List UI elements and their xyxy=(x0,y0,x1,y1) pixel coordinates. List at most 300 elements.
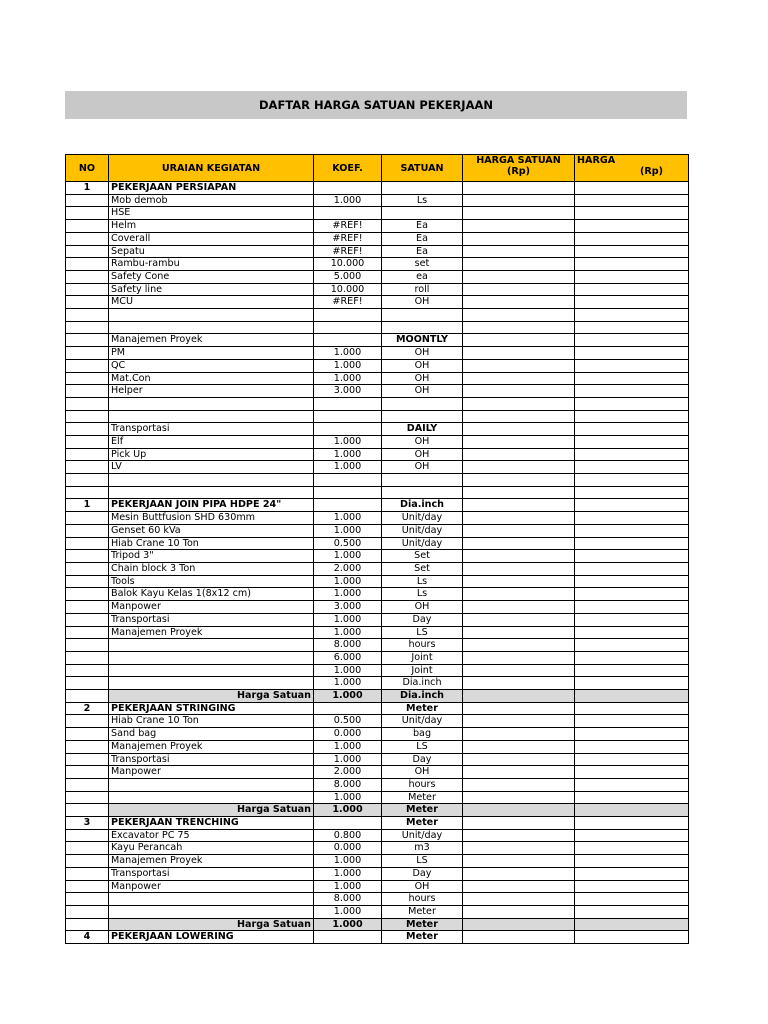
table-row-blank xyxy=(66,321,689,334)
table-row-section xyxy=(66,702,689,715)
cell-no xyxy=(66,791,109,804)
cell-satuan: LS xyxy=(382,740,463,753)
cell-desc: Sepatu xyxy=(109,245,314,258)
cell-koef: 1.000 xyxy=(314,753,382,766)
price-table xyxy=(65,154,689,944)
table-row xyxy=(66,207,689,220)
cell-harga xyxy=(575,905,689,918)
cell-satuan: Day xyxy=(382,753,463,766)
cell-no xyxy=(66,905,109,918)
cell-harga-satuan xyxy=(463,461,575,474)
cell-harga-satuan xyxy=(463,855,575,868)
cell-desc: Manajemen Proyek xyxy=(109,626,314,639)
cell-desc: Elf xyxy=(109,436,314,449)
table-row-blank xyxy=(66,474,689,487)
cell-satuan: Unit/day xyxy=(382,537,463,550)
cell-desc: Helm xyxy=(109,220,314,233)
cell-koef xyxy=(314,931,382,944)
cell-satuan: LS xyxy=(382,626,463,639)
cell-satuan: OH xyxy=(382,347,463,360)
cell-no xyxy=(66,563,109,576)
cell-no xyxy=(66,778,109,791)
cell-koef: 1.000 xyxy=(314,436,382,449)
cell-desc: Tools xyxy=(109,575,314,588)
cell-satuan: Meter xyxy=(382,804,463,817)
cell-koef xyxy=(314,702,382,715)
table-row-section xyxy=(66,499,689,512)
cell-no xyxy=(66,283,109,296)
cell-satuan: Unit/day xyxy=(382,715,463,728)
cell-koef: 1.000 xyxy=(314,804,382,817)
table-row-harga-satuan xyxy=(66,918,689,931)
table-row xyxy=(66,855,689,868)
cell-koef xyxy=(314,321,382,334)
table-row xyxy=(66,651,689,664)
table-row xyxy=(66,283,689,296)
cell-desc: Chain block 3 Ton xyxy=(109,563,314,576)
cell-koef: 10.000 xyxy=(314,258,382,271)
cell-desc: HSE xyxy=(109,207,314,220)
cell-harga-satuan xyxy=(463,766,575,779)
table-row xyxy=(66,258,689,271)
cell-harga-satuan xyxy=(463,905,575,918)
cell-harga xyxy=(575,270,689,283)
table-row xyxy=(66,740,689,753)
table-row xyxy=(66,524,689,537)
cell-harga-satuan xyxy=(463,550,575,563)
cell-no xyxy=(66,537,109,550)
cell-satuan: Meter xyxy=(382,702,463,715)
table-row xyxy=(66,664,689,677)
cell-no xyxy=(66,651,109,664)
cell-no xyxy=(66,296,109,309)
cell-satuan: Ea xyxy=(382,245,463,258)
cell-no xyxy=(66,423,109,436)
header-harga-satuan xyxy=(463,155,575,182)
table-row-harga-satuan xyxy=(66,690,689,703)
cell-desc xyxy=(109,664,314,677)
cell-koef: 0.800 xyxy=(314,829,382,842)
cell-koef xyxy=(314,334,382,347)
cell-harga-satuan xyxy=(463,588,575,601)
cell-koef: 0.000 xyxy=(314,842,382,855)
cell-harga-satuan xyxy=(463,677,575,690)
cell-harga-satuan xyxy=(463,740,575,753)
cell-koef: 8.000 xyxy=(314,893,382,906)
cell-koef: 3.000 xyxy=(314,385,382,398)
cell-no xyxy=(66,448,109,461)
cell-koef: 1.000 xyxy=(314,855,382,868)
table-row xyxy=(66,296,689,309)
cell-koef: 1.000 xyxy=(314,626,382,639)
cell-harga xyxy=(575,575,689,588)
cell-satuan: hours xyxy=(382,893,463,906)
cell-harga xyxy=(575,512,689,525)
cell-harga xyxy=(575,791,689,804)
cell-desc: MCU xyxy=(109,296,314,309)
cell-no xyxy=(66,664,109,677)
cell-desc: Manpower xyxy=(109,880,314,893)
header-koef: KOEF. xyxy=(314,155,382,182)
cell-harga xyxy=(575,309,689,322)
cell-harga-satuan xyxy=(463,575,575,588)
table-row-harga-satuan xyxy=(66,804,689,817)
table-row xyxy=(66,347,689,360)
cell-satuan: Set xyxy=(382,550,463,563)
cell-harga-satuan xyxy=(463,270,575,283)
cell-no xyxy=(66,575,109,588)
table-row-blank xyxy=(66,410,689,423)
cell-harga-satuan xyxy=(463,931,575,944)
cell-desc: Mesin Buttfusion SHD 630mm xyxy=(109,512,314,525)
cell-no xyxy=(66,220,109,233)
cell-desc: Transportasi xyxy=(109,753,314,766)
cell-koef: 6.000 xyxy=(314,651,382,664)
cell-harga-satuan xyxy=(463,283,575,296)
table-row xyxy=(66,791,689,804)
cell-desc xyxy=(109,410,314,423)
cell-no xyxy=(66,461,109,474)
cell-harga xyxy=(575,867,689,880)
table-row xyxy=(66,753,689,766)
cell-satuan: MOONTLY xyxy=(382,334,463,347)
table-row xyxy=(66,778,689,791)
cell-koef: 1.000 xyxy=(314,867,382,880)
cell-no xyxy=(66,245,109,258)
cell-harga-satuan xyxy=(463,690,575,703)
cell-desc xyxy=(109,791,314,804)
table-row xyxy=(66,728,689,741)
cell-harga-satuan xyxy=(463,537,575,550)
cell-harga-satuan xyxy=(463,512,575,525)
cell-desc xyxy=(109,905,314,918)
cell-no xyxy=(66,550,109,563)
cell-koef: 1.000 xyxy=(314,372,382,385)
cell-desc: Tripod 3" xyxy=(109,550,314,563)
cell-satuan: Meter xyxy=(382,905,463,918)
cell-satuan xyxy=(382,486,463,499)
cell-satuan: Unit/day xyxy=(382,829,463,842)
cell-koef: 1.000 xyxy=(314,690,382,703)
cell-no xyxy=(66,753,109,766)
header-harga-unit: (Rp) xyxy=(639,166,664,177)
cell-satuan: Ea xyxy=(382,220,463,233)
cell-satuan: Dia.inch xyxy=(382,690,463,703)
cell-desc: Sand bag xyxy=(109,728,314,741)
cell-satuan: Ea xyxy=(382,232,463,245)
cell-harga xyxy=(575,918,689,931)
cell-satuan: Day xyxy=(382,613,463,626)
cell-satuan: Unit/day xyxy=(382,524,463,537)
cell-desc: PEKERJAAN STRINGING xyxy=(109,702,314,715)
cell-harga xyxy=(575,715,689,728)
cell-harga xyxy=(575,220,689,233)
cell-desc: Harga Satuan xyxy=(109,690,314,703)
cell-no xyxy=(66,436,109,449)
table-row xyxy=(66,563,689,576)
cell-harga xyxy=(575,702,689,715)
table-row xyxy=(66,842,689,855)
table-row xyxy=(66,766,689,779)
cell-satuan: OH xyxy=(382,385,463,398)
header-harga-satuan-label: HARGA SATUAN xyxy=(476,155,561,166)
cell-harga xyxy=(575,880,689,893)
cell-desc: QC xyxy=(109,359,314,372)
cell-koef: 1.000 xyxy=(314,461,382,474)
cell-harga-satuan xyxy=(463,639,575,652)
cell-satuan: Dia.inch xyxy=(382,499,463,512)
cell-harga-satuan xyxy=(463,207,575,220)
cell-koef xyxy=(314,423,382,436)
table-row xyxy=(66,601,689,614)
cell-harga-satuan xyxy=(463,436,575,449)
cell-koef xyxy=(314,309,382,322)
cell-harga xyxy=(575,728,689,741)
table-row xyxy=(66,550,689,563)
cell-satuan: LS xyxy=(382,855,463,868)
cell-harga-satuan xyxy=(463,474,575,487)
cell-koef xyxy=(314,499,382,512)
cell-harga-satuan xyxy=(463,182,575,195)
cell-harga xyxy=(575,842,689,855)
cell-harga-satuan xyxy=(463,778,575,791)
table-row xyxy=(66,537,689,550)
cell-no xyxy=(66,410,109,423)
cell-koef: #REF! xyxy=(314,296,382,309)
cell-no xyxy=(66,486,109,499)
cell-desc: Balok Kayu Kelas 1(8x12 cm) xyxy=(109,588,314,601)
cell-no xyxy=(66,397,109,410)
cell-harga-satuan xyxy=(463,728,575,741)
cell-harga-satuan xyxy=(463,347,575,360)
cell-koef: 1.000 xyxy=(314,791,382,804)
table-header-row xyxy=(66,155,689,182)
cell-harga xyxy=(575,397,689,410)
cell-no xyxy=(66,258,109,271)
cell-satuan: Dia.inch xyxy=(382,677,463,690)
cell-no xyxy=(66,613,109,626)
cell-harga-satuan xyxy=(463,702,575,715)
cell-harga-satuan xyxy=(463,601,575,614)
cell-harga xyxy=(575,931,689,944)
cell-harga-satuan xyxy=(463,651,575,664)
cell-desc xyxy=(109,778,314,791)
cell-satuan: Ls xyxy=(382,575,463,588)
cell-harga xyxy=(575,410,689,423)
cell-satuan: set xyxy=(382,258,463,271)
cell-koef: 3.000 xyxy=(314,601,382,614)
cell-harga-satuan xyxy=(463,194,575,207)
cell-satuan: bag xyxy=(382,728,463,741)
cell-no: 1 xyxy=(66,499,109,512)
cell-satuan: ea xyxy=(382,270,463,283)
cell-harga xyxy=(575,423,689,436)
table-row-section xyxy=(66,817,689,830)
cell-harga xyxy=(575,550,689,563)
cell-no: 2 xyxy=(66,702,109,715)
cell-satuan xyxy=(382,410,463,423)
cell-harga xyxy=(575,245,689,258)
header-satuan: SATUAN xyxy=(382,155,463,182)
table-row xyxy=(66,893,689,906)
cell-desc xyxy=(109,309,314,322)
cell-harga xyxy=(575,524,689,537)
table-row xyxy=(66,867,689,880)
cell-harga-satuan xyxy=(463,359,575,372)
cell-desc: PEKERJAAN TRENCHING xyxy=(109,817,314,830)
cell-satuan xyxy=(382,397,463,410)
cell-harga xyxy=(575,537,689,550)
cell-harga xyxy=(575,283,689,296)
cell-satuan xyxy=(382,321,463,334)
cell-desc xyxy=(109,677,314,690)
cell-koef: 1.000 xyxy=(314,448,382,461)
cell-no xyxy=(66,512,109,525)
cell-satuan xyxy=(382,207,463,220)
cell-satuan xyxy=(382,309,463,322)
cell-no xyxy=(66,855,109,868)
header-harga xyxy=(575,155,689,182)
cell-harga xyxy=(575,207,689,220)
cell-no xyxy=(66,385,109,398)
cell-harga xyxy=(575,474,689,487)
table-row xyxy=(66,639,689,652)
cell-harga xyxy=(575,499,689,512)
cell-no xyxy=(66,880,109,893)
cell-desc: Helper xyxy=(109,385,314,398)
table-row xyxy=(66,715,689,728)
cell-harga-satuan xyxy=(463,804,575,817)
cell-koef: 1.000 xyxy=(314,550,382,563)
cell-no xyxy=(66,474,109,487)
cell-satuan: OH xyxy=(382,436,463,449)
cell-koef xyxy=(314,486,382,499)
cell-satuan: Meter xyxy=(382,931,463,944)
table-row-blank xyxy=(66,309,689,322)
table-row xyxy=(66,512,689,525)
cell-harga xyxy=(575,359,689,372)
cell-harga-satuan xyxy=(463,791,575,804)
cell-satuan: Joint xyxy=(382,664,463,677)
cell-satuan xyxy=(382,182,463,195)
cell-koef xyxy=(314,410,382,423)
cell-harga-satuan xyxy=(463,626,575,639)
cell-harga xyxy=(575,258,689,271)
cell-satuan: OH xyxy=(382,601,463,614)
cell-harga xyxy=(575,893,689,906)
table-row-blank xyxy=(66,486,689,499)
cell-satuan xyxy=(382,474,463,487)
table-row-blank xyxy=(66,397,689,410)
cell-no xyxy=(66,690,109,703)
cell-harga-satuan xyxy=(463,563,575,576)
cell-desc: Safety line xyxy=(109,283,314,296)
cell-harga-satuan xyxy=(463,753,575,766)
cell-desc: Safety Cone xyxy=(109,270,314,283)
cell-koef xyxy=(314,207,382,220)
cell-harga xyxy=(575,588,689,601)
cell-satuan: Meter xyxy=(382,817,463,830)
cell-koef xyxy=(314,397,382,410)
cell-harga-satuan xyxy=(463,309,575,322)
cell-harga xyxy=(575,613,689,626)
cell-no xyxy=(66,804,109,817)
cell-desc: Manajemen Proyek xyxy=(109,740,314,753)
table-row xyxy=(66,194,689,207)
cell-harga xyxy=(575,182,689,195)
cell-koef: 0.500 xyxy=(314,715,382,728)
cell-satuan: OH xyxy=(382,359,463,372)
cell-harga xyxy=(575,855,689,868)
cell-no xyxy=(66,728,109,741)
cell-harga-satuan xyxy=(463,893,575,906)
cell-no xyxy=(66,270,109,283)
cell-harga-satuan xyxy=(463,867,575,880)
cell-desc: PEKERJAAN LOWERING xyxy=(109,931,314,944)
table-row xyxy=(66,588,689,601)
cell-harga xyxy=(575,753,689,766)
table-row xyxy=(66,461,689,474)
cell-satuan: OH xyxy=(382,461,463,474)
cell-no xyxy=(66,309,109,322)
cell-no xyxy=(66,372,109,385)
cell-koef xyxy=(314,474,382,487)
table-body xyxy=(66,182,689,944)
cell-harga xyxy=(575,651,689,664)
cell-koef: #REF! xyxy=(314,220,382,233)
cell-harga xyxy=(575,677,689,690)
cell-satuan: OH xyxy=(382,296,463,309)
header-harga-satuan-unit: (Rp) xyxy=(506,166,531,177)
cell-no xyxy=(66,829,109,842)
cell-no xyxy=(66,766,109,779)
cell-harga xyxy=(575,829,689,842)
cell-harga-satuan xyxy=(463,829,575,842)
cell-desc: Excavator PC 75 xyxy=(109,829,314,842)
cell-harga xyxy=(575,194,689,207)
table-row xyxy=(66,359,689,372)
cell-harga xyxy=(575,486,689,499)
table-row xyxy=(66,905,689,918)
cell-desc: PM xyxy=(109,347,314,360)
cell-koef: 0.500 xyxy=(314,537,382,550)
cell-koef: 1.000 xyxy=(314,677,382,690)
cell-harga-satuan xyxy=(463,499,575,512)
table-row xyxy=(66,436,689,449)
cell-no xyxy=(66,524,109,537)
cell-desc: Hiab Crane 10 Ton xyxy=(109,715,314,728)
cell-desc: Mob demob xyxy=(109,194,314,207)
cell-harga-satuan xyxy=(463,220,575,233)
cell-satuan: DAILY xyxy=(382,423,463,436)
cell-koef: 1.000 xyxy=(314,194,382,207)
cell-koef: #REF! xyxy=(314,245,382,258)
cell-koef: 8.000 xyxy=(314,639,382,652)
cell-desc: PEKERJAAN PERSIAPAN xyxy=(109,182,314,195)
cell-koef: 1.000 xyxy=(314,918,382,931)
cell-harga xyxy=(575,639,689,652)
table-row xyxy=(66,448,689,461)
table-row-section xyxy=(66,182,689,195)
cell-harga xyxy=(575,385,689,398)
cell-desc: Harga Satuan xyxy=(109,918,314,931)
cell-desc xyxy=(109,474,314,487)
cell-harga xyxy=(575,778,689,791)
cell-koef: 1.000 xyxy=(314,613,382,626)
table-row xyxy=(66,613,689,626)
cell-harga-satuan xyxy=(463,664,575,677)
cell-harga xyxy=(575,448,689,461)
